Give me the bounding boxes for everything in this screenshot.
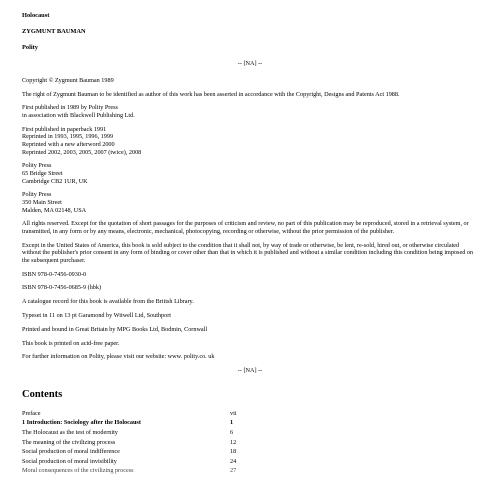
further-info-line: For further information on Polity, please visit our website: www. polity.co. uk <box>22 353 215 361</box>
toc-entry-title: Social production of moral invisibility <box>22 457 117 465</box>
text-line: in association with Blackwell Publishing Ltd. <box>22 112 135 120</box>
isbn-hardback: ISBN 978-0-7456-0685-9 (hbk) <box>22 284 102 292</box>
contents-heading: Contents <box>22 388 63 400</box>
toc-entry-page: 12 <box>230 438 237 446</box>
right-statement: The right of Zygmunt Bauman to be identified as author of this work has been asserted in accordance with the Copyright, Designs and Patents Act 1988. <box>22 90 400 98</box>
catalogue-record: A catalogue record for this book is available from the British Library. <box>22 298 194 306</box>
first-published-block <box>22 104 478 119</box>
contents-table <box>22 410 270 477</box>
typeset-line: Typeset in 11 on 13 pt Garamond by Witwell Ltd, Southport <box>22 312 172 319</box>
toc-entry-page: 18 <box>230 448 237 456</box>
text-line: Reprinted with a new afterword 2000 <box>22 141 115 148</box>
text-line: First published in paperback 1991 <box>22 125 107 133</box>
text-line: Polity Press <box>22 162 52 170</box>
printed-line: Printed and bound in Great Britain by MPG Books Ltd, Bodmin, Cornwall <box>22 325 208 333</box>
paperback-block <box>22 126 478 156</box>
us-condition: Except in the United States of America, this book is sold subject to the condition that it shall not, by way of trade or otherwise, be lent, re-sold, hired out, or otherwise circulated without the publisher's prior consent in any form of binding or cover other than that in which it is published and without a similar condition including this condition being imposed on the subsequent purchaser. <box>22 241 474 264</box>
toc-entry-page: 24 <box>230 457 237 465</box>
book-author: ZYGMUNT BAUMAN <box>22 28 86 36</box>
toc-entry-title: Preface <box>22 409 41 417</box>
text-line: 65 Bridge Street <box>22 169 63 177</box>
text-line: Reprinted in 1993, 1995, 1996, 1999 <box>22 133 114 141</box>
toc-entry-page: 27 <box>230 467 237 475</box>
text-line: Cambridge CB2 1UR, UK <box>22 177 88 185</box>
toc-entry-title: Social production of moral indifference <box>22 448 120 456</box>
book-publisher: Polity <box>22 44 38 52</box>
text-line: First published in 1989 by Polity Press <box>22 104 118 112</box>
text-line: Polity Press <box>22 191 52 199</box>
toc-row <box>22 467 270 477</box>
book-title: Holocaust <box>22 12 50 19</box>
toc-entry-page: 6 <box>230 428 234 436</box>
toc-entry-title: The Holocaust as the test of modernity <box>22 428 118 436</box>
toc-row <box>22 429 270 439</box>
toc-entry-title: 1 Introduction: Sociology after the Holocaust <box>22 419 141 427</box>
toc-row <box>22 410 270 420</box>
copyright-line: Copyright © Zygmunt Bauman 1989 <box>22 76 114 84</box>
toc-entry-title: Moral consequences of the civilizing process <box>22 467 134 475</box>
toc-row <box>22 448 270 458</box>
isbn-paperback: ISBN 978-0-7456-0930-0 <box>22 270 87 278</box>
toc-row <box>22 458 270 468</box>
toc-entry-page: vii <box>230 409 237 417</box>
na-marker: -- [NA] -- <box>237 60 263 68</box>
toc-entry-page: 1 <box>230 419 234 427</box>
text-line: Reprinted 2002, 2003, 2005, 2007 (twice), 2008 <box>22 148 142 156</box>
acid-free-line: This book is printed on acid-free paper. <box>22 339 120 347</box>
na-marker: -- [NA] -- <box>237 367 263 375</box>
toc-row <box>22 419 270 429</box>
text-line: Malden, MA 02148, USA <box>22 206 87 214</box>
address-uk <box>22 162 478 185</box>
rights-reserved: All rights reserved. Except for the quotation of short passages for the purposes of criticism and review, no part of this publication may be reproduced, stored in a retrieval system, or transmitted, in any form or by any means, electronic, mechanical, photocopying, recording or otherwise, without the prior permission of the publisher. <box>22 220 469 235</box>
text-line: 350 Main Street <box>22 198 62 206</box>
toc-row <box>22 439 270 449</box>
toc-entry-title: The meaning of the civilizing process <box>22 438 116 446</box>
address-us <box>22 191 478 214</box>
